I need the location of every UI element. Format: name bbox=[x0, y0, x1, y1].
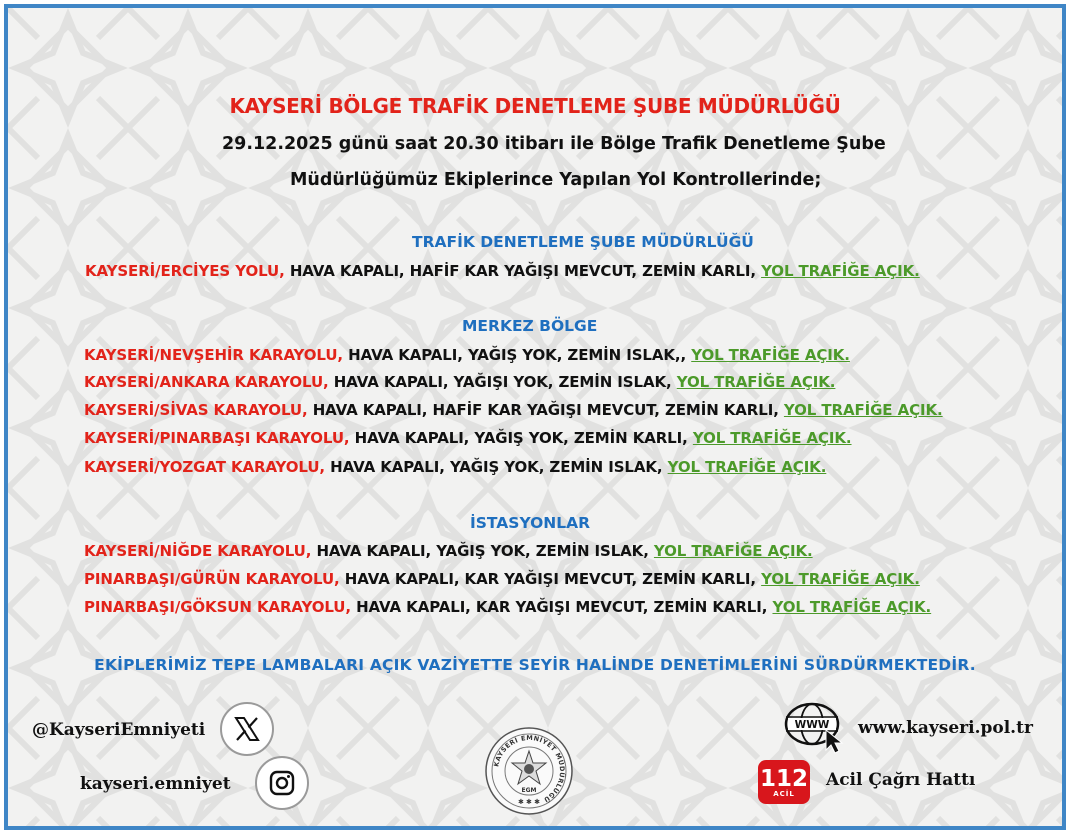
road-conditions: HAVA KAPALI, YAĞIŞ YOK, ZEMİN ISLAK,, bbox=[343, 346, 692, 364]
road-conditions: HAVA KAPALI, YAĞIŞ YOK, ZEMİN ISLAK, bbox=[325, 458, 668, 476]
seal-ring-text: KAYSERİ EMNİYET MÜDÜRLÜĞÜ bbox=[492, 733, 567, 804]
road-conditions: HAVA KAPALI, HAFİF KAR YAĞIŞI MEVCUT, ZEMİN KARLI, bbox=[284, 262, 762, 280]
road-status: YOL TRAFİĞE AÇIK. bbox=[772, 598, 932, 616]
road-status: YOL TRAFİĞE AÇIK. bbox=[653, 542, 813, 560]
road-name: PINARBAŞI/GÖKSUN KARAYOLU, bbox=[84, 598, 351, 616]
svg-text:✱ ✱ ✱: ✱ ✱ ✱ bbox=[517, 798, 541, 806]
road-name: KAYSERİ/ANKARA KARAYOLU, bbox=[84, 373, 329, 391]
road-status: YOL TRAFİĞE AÇIK. bbox=[761, 570, 920, 588]
emergency-badge-subtext: ACİL bbox=[773, 790, 795, 798]
road-conditions: HAVA KAPALI, KAR YAĞIŞI MEVCUT, ZEMİN KARLI, bbox=[350, 598, 773, 616]
road-status: YOL TRAFİĞE AÇIK. bbox=[667, 458, 827, 476]
road-row bbox=[84, 542, 813, 560]
road-name: KAYSERİ/PINARBAŞI KARAYOLU, bbox=[84, 429, 350, 447]
globe-www-cursor-icon[interactable] bbox=[782, 700, 850, 754]
road-status: YOL TRAFİĞE AÇIK. bbox=[761, 262, 920, 280]
road-name: KAYSERİ/ERCİYES YOLU, bbox=[85, 262, 285, 280]
emergency-number: 112 bbox=[759, 766, 808, 792]
road-status: YOL TRAFİĞE AÇIK. bbox=[691, 346, 850, 364]
globe-www-text: WWW bbox=[794, 719, 830, 731]
road-row bbox=[84, 429, 852, 447]
emergency-112-badge[interactable] bbox=[758, 760, 810, 804]
section-heading-trafik: TRAFİK DENETLEME ŞUBE MÜDÜRLÜĞÜ bbox=[412, 233, 754, 251]
road-row bbox=[84, 346, 850, 364]
road-row bbox=[85, 262, 920, 280]
road-name: KAYSERİ/NİĞDE KARAYOLU, bbox=[84, 542, 312, 560]
subtitle-line-2: Müdürlüğümüz Ekiplerince Yapılan Yol Kontrollerinde; bbox=[290, 170, 822, 190]
instagram-handle[interactable]: kayseri.emniyet bbox=[80, 774, 231, 794]
subtitle-line-1: 29.12.2025 günü saat 20.30 itibarı ile Bölge Trafik Denetleme Şube bbox=[222, 134, 886, 154]
road-row bbox=[84, 458, 826, 476]
road-conditions: HAVA KAPALI, KAR YAĞIŞI MEVCUT, ZEMİN KARLI, bbox=[339, 570, 762, 588]
emergency-line-label: Acil Çağrı Hattı bbox=[826, 770, 976, 790]
road-status: YOL TRAFİĞE AÇIK. bbox=[692, 429, 852, 447]
section-heading-istasyonlar: İSTASYONLAR bbox=[470, 514, 591, 532]
road-conditions: HAVA KAPALI, HAFİF KAR YAĞIŞI MEVCUT, ZEMİN KARLI, bbox=[307, 401, 784, 419]
road-name: KAYSERİ/SİVAS KARAYOLU, bbox=[84, 401, 308, 419]
road-status: YOL TRAFİĞE AÇIK. bbox=[676, 373, 836, 391]
road-conditions: HAVA KAPALI, YAĞIŞ YOK, ZEMİN KARLI, bbox=[349, 429, 693, 447]
road-row bbox=[84, 570, 920, 588]
road-name: KAYSERİ/YOZGAT KARAYOLU, bbox=[84, 458, 326, 476]
website-url[interactable]: www.kayseri.pol.tr bbox=[858, 718, 1033, 738]
road-name: PINARBAŞI/GÜRÜN KARAYOLU, bbox=[84, 570, 340, 588]
x-logo-icon[interactable] bbox=[220, 702, 274, 756]
road-row bbox=[84, 598, 931, 616]
road-row bbox=[84, 401, 943, 419]
road-conditions: HAVA KAPALI, YAĞIŞ YOK, ZEMİN ISLAK, bbox=[311, 542, 654, 560]
road-status: YOL TRAFİĞE AÇIK. bbox=[783, 401, 943, 419]
road-conditions: HAVA KAPALI, YAĞIŞI YOK, ZEMİN ISLAK, bbox=[328, 373, 677, 391]
seal-center-text: EGM bbox=[521, 787, 537, 794]
footer-note: EKİPLERİMİZ TEPE LAMBALARI AÇIK VAZİYETTE SEYİR HALİNDE DENETİMLERİNİ SÜRDÜRMEKTEDİR. bbox=[94, 656, 976, 674]
x-handle[interactable]: @KayseriEmniyeti bbox=[32, 720, 206, 740]
police-seal-logo bbox=[484, 726, 574, 816]
instagram-icon[interactable] bbox=[255, 756, 309, 810]
page-title: KAYSERİ BÖLGE TRAFİK DENETLEME ŞUBE MÜDÜRLÜĞÜ bbox=[229, 94, 841, 118]
section-heading-merkez: MERKEZ BÖLGE bbox=[462, 317, 598, 335]
road-row bbox=[84, 373, 835, 391]
road-name: KAYSERİ/NEVŞEHİR KARAYOLU, bbox=[84, 346, 344, 364]
